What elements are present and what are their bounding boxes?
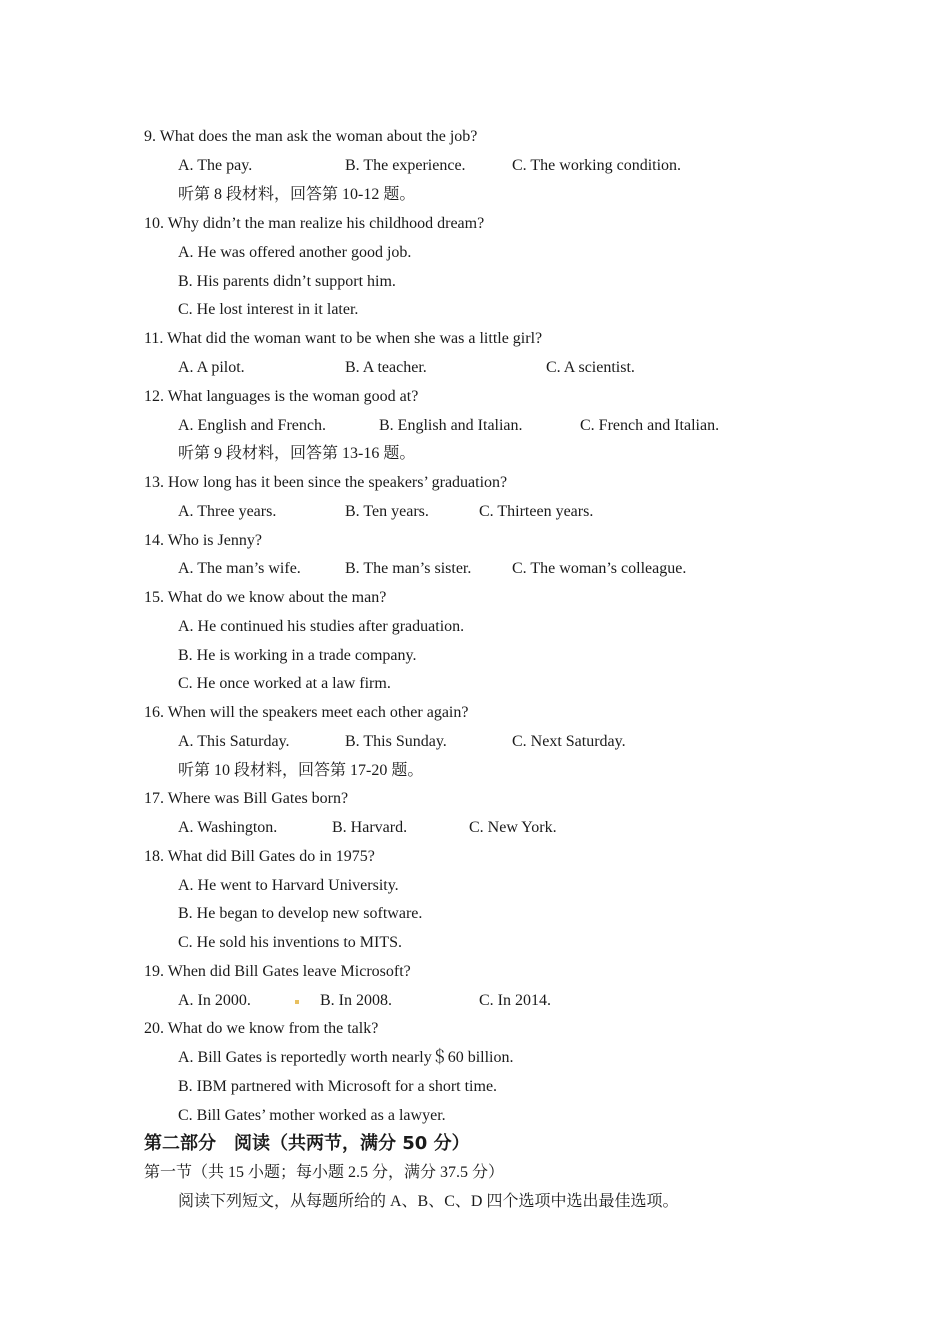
question-15: 15. What do we know about the man?	[144, 589, 387, 606]
q19-option-a: A. In 2000.	[178, 992, 251, 1009]
question-14: 14. Who is Jenny?	[144, 532, 262, 549]
q13-option-c: C. Thirteen years.	[479, 503, 594, 520]
section-9-instruction: 听第 9 段材料，回答第 13-16 题。	[178, 445, 416, 462]
q15-option-b: B. He is working in a trade company.	[178, 647, 417, 664]
question-9: 9. What does the man ask the woman about the job?	[144, 128, 478, 145]
question-13: 13. How long has it been since the speakers’ graduation?	[144, 474, 508, 491]
q9-option-a: A. The pay.	[178, 157, 253, 174]
q12-option-b: B. English and Italian.	[379, 417, 523, 434]
part-2-title: 第二部分	[144, 1133, 216, 1154]
q12-option-a: A. English and French.	[178, 417, 326, 434]
q10-option-a: A. He was offered another good job.	[178, 244, 412, 261]
part-2-heading	[144, 1133, 470, 1155]
q11-option-c: C. A scientist.	[546, 359, 635, 376]
q11-option-a: A. A pilot.	[178, 359, 245, 376]
q9-option-c: C. The working condition.	[512, 157, 682, 174]
q19-option-b: B. In 2008.	[320, 992, 392, 1009]
question-11: 11. What did the woman want to be when she was a little girl?	[144, 330, 543, 347]
q18-option-b: B. He began to develop new software.	[178, 905, 423, 922]
q14-option-c: C. The woman’s colleague.	[512, 560, 687, 577]
q16-option-a: A. This Saturday.	[178, 733, 290, 750]
q20-option-a: A. Bill Gates is reportedly worth nearly＄60 billion.	[178, 1049, 514, 1066]
section-8-instruction: 听第 8 段材料，回答第 10-12 题。	[178, 186, 416, 203]
question-10: 10. Why didn’t the man realize his childhood dream?	[144, 215, 485, 232]
q20-option-b: B. IBM partnered with Microsoft for a short time.	[178, 1078, 498, 1095]
section-10-instruction: 听第 10 段材料，回答第 17-20 题。	[178, 762, 424, 779]
q17-option-b: B. Harvard.	[332, 819, 408, 836]
q19-option-c: C. In 2014.	[479, 992, 551, 1009]
q15-option-a: A. He continued his studies after graduation.	[178, 618, 465, 635]
stray-mark	[295, 1000, 299, 1004]
q12-option-c: C. French and Italian.	[580, 417, 720, 434]
q14-option-b: B. The man’s sister.	[345, 560, 472, 577]
question-17: 17. Where was Bill Gates born?	[144, 790, 349, 807]
q18-option-c: C. He sold his inventions to MITS.	[178, 934, 403, 951]
q9-option-b: B. The experience.	[345, 157, 466, 174]
reading-instruction: 阅读下列短文，从每题所给的 A、B、C、D 四个选项中选出最佳选项。	[178, 1193, 679, 1210]
q13-option-b: B. Ten years.	[345, 503, 429, 520]
q14-option-a: A. The man’s wife.	[178, 560, 301, 577]
question-20: 20. What do we know from the talk?	[144, 1020, 379, 1037]
q15-option-c: C. He once worked at a law firm.	[178, 675, 391, 692]
q17-option-c: C. New York.	[469, 819, 557, 836]
q18-option-a: A. He went to Harvard University.	[178, 877, 399, 894]
q16-option-b: B. This Sunday.	[345, 733, 447, 750]
question-18: 18. What did Bill Gates do in 1975?	[144, 848, 375, 865]
question-19: 19. When did Bill Gates leave Microsoft?	[144, 963, 411, 980]
q20-option-c: C. Bill Gates’ mother worked as a lawyer.	[178, 1107, 446, 1124]
question-12: 12. What languages is the woman good at?	[144, 388, 419, 405]
q10-option-b: B. His parents didn’t support him.	[178, 273, 396, 290]
section-1-heading: 第一节（共 15 小题；每小题 2.5 分，满分 37.5 分）	[144, 1164, 505, 1181]
q13-option-a: A. Three years.	[178, 503, 277, 520]
q17-option-a: A. Washington.	[178, 819, 278, 836]
q16-option-c: C. Next Saturday.	[512, 733, 626, 750]
question-16: 16. When will the speakers meet each other again?	[144, 704, 469, 721]
part-2-subtitle: 阅读（共两节，满分 50 分）	[234, 1133, 470, 1154]
q10-option-c: C. He lost interest in it later.	[178, 301, 359, 318]
q11-option-b: B. A teacher.	[345, 359, 427, 376]
